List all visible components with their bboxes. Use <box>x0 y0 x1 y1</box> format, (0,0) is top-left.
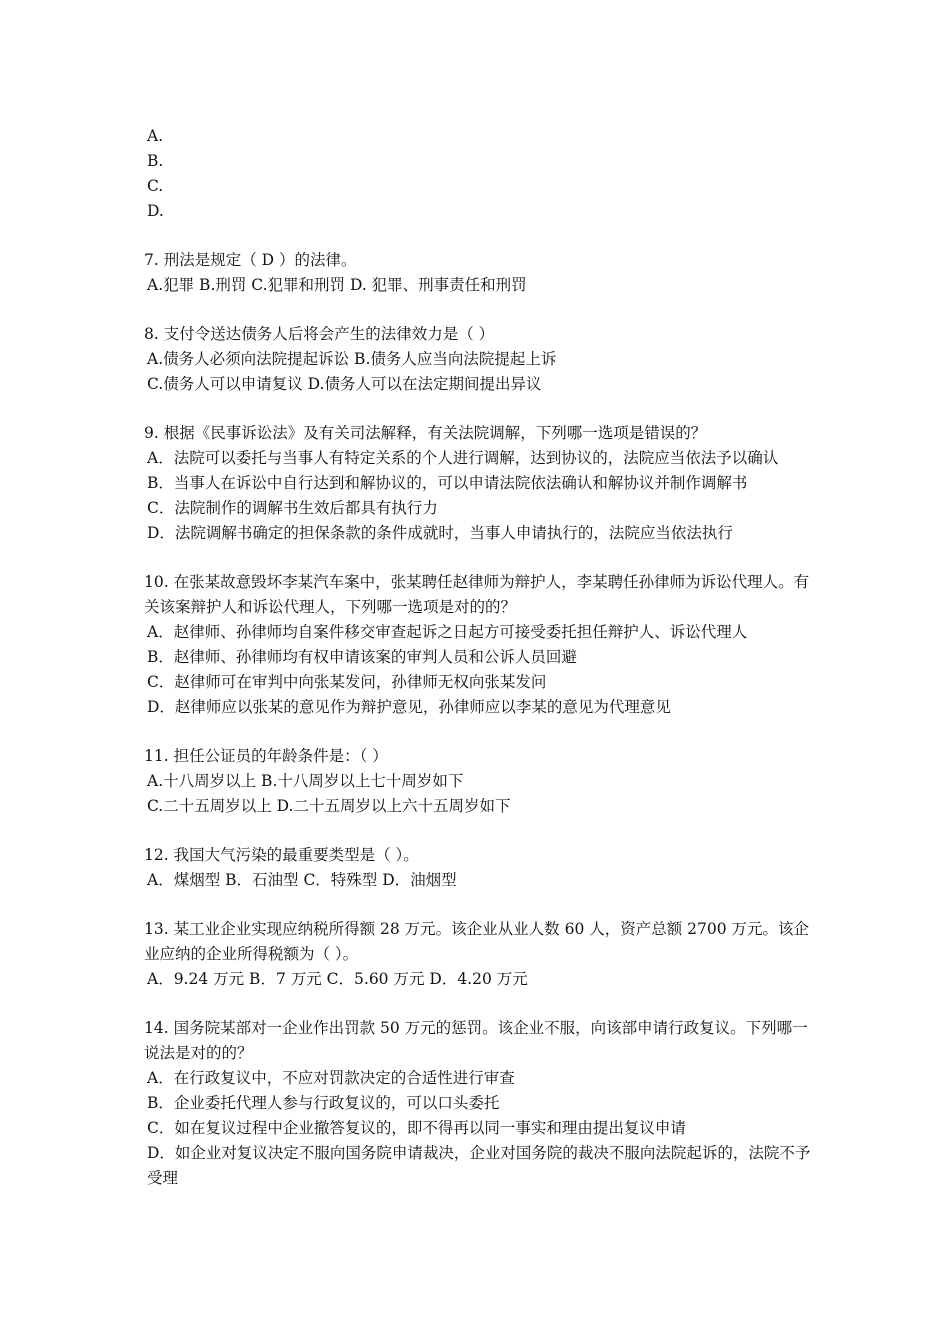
option-line: D. <box>147 202 164 220</box>
option-line: B．赵律师、孙律师均有权申请该案的审判人员和公诉人员回避 <box>147 648 577 666</box>
spacer <box>144 992 820 1016</box>
option-line: A.十八周岁以上 B.十八周岁以上七十周岁如下 <box>147 772 464 790</box>
intro-options <box>144 124 820 224</box>
spacer <box>144 819 820 843</box>
option-line: A．煤烟型 B．石油型 C．特殊型 D．油烟型 <box>147 871 457 889</box>
question-stem: 13. 某工业企业实现应纳税所得额 28 万元。该企业从业人数 60 人，资产总额 2700 万元。该企业应纳的企业所得税额为（ ）。 <box>144 920 810 963</box>
option-line: C.二十五周岁以上 D.二十五周岁以上六十五周岁如下 <box>147 797 511 815</box>
question-9 <box>144 421 820 546</box>
option-line: D．法院调解书确定的担保条款的条件成就时，当事人申请执行的，法院应当依法执行 <box>147 524 733 542</box>
question-stem: 14. 国务院某部对一企业作出罚款 50 万元的惩罚。该企业不服，向该部申请行政复议。下列哪一说法是对的的？ <box>144 1019 808 1062</box>
option-line: B．当事人在诉讼中自行达到和解协议的，可以申请法院依法确认和解协议并制作调解书 <box>147 474 748 492</box>
option-line: C.债务人可以申请复议 D.债务人可以在法定期间提出异议 <box>147 375 542 393</box>
spacer <box>144 546 820 570</box>
option-line: D．如企业对复议决定不服向国务院申请裁决，企业对国务院的裁决不服向法院起诉的，法院不予受理 <box>147 1144 811 1187</box>
spacer <box>144 720 820 744</box>
spacer <box>144 397 820 421</box>
question-stem: 9. 根据《民事诉讼法》及有关司法解释，有关法院调解，下列哪一选项是错误的？ <box>144 424 707 442</box>
option-line: A．在行政复议中，不应对罚款决定的合适性进行审查 <box>147 1069 515 1087</box>
option-line: C. <box>147 177 164 195</box>
option-line: C．赵律师可在审判中向张某发问，孙律师无权向张某发问 <box>147 673 547 691</box>
option-line: D．赵律师应以张某的意见作为辩护意见，孙律师应以李某的意见为代理意见 <box>147 698 671 716</box>
question-10 <box>144 570 820 720</box>
question-stem: 10. 在张某故意毁坏李某汽车案中，张某聘任赵律师为辩护人，李某聘任孙律师为诉讼代理人。有关该案辩护人和诉讼代理人，下列哪一选项是对的的？ <box>144 573 810 616</box>
question-13 <box>144 917 820 992</box>
option-line: A.犯罪 B.刑罚 C.犯罪和刑罚 D. 犯罪、刑事责任和刑罚 <box>147 276 527 294</box>
question-7 <box>144 248 820 298</box>
question-8 <box>144 322 820 397</box>
option-line: A. <box>147 127 164 145</box>
document-page <box>144 124 820 1191</box>
question-stem: 11. 担任公证员的年龄条件是：（ ） <box>144 747 388 765</box>
question-stem: 7. 刑法是规定（ D ）的法律。 <box>144 251 357 269</box>
question-stem: 8. 支付令送达债务人后将会产生的法律效力是（ ） <box>144 325 495 343</box>
option-line: A．法院可以委托与当事人有特定关系的个人进行调解，达到协议的，法院应当依法予以确认 <box>147 449 779 467</box>
question-11 <box>144 744 820 819</box>
option-line: A．赵律师、孙律师均自案件移交审查起诉之日起方可接受委托担任辩护人、诉讼代理人 <box>147 623 748 641</box>
spacer <box>144 224 820 248</box>
spacer <box>144 893 820 917</box>
option-line: C．如在复议过程中企业撤答复议的，即不得再以同一事实和理由提出复议申请 <box>147 1119 686 1137</box>
question-12 <box>144 843 820 893</box>
option-line: B. <box>147 152 164 170</box>
question-14 <box>144 1016 820 1191</box>
option-line: A.债务人必须向法院提起诉讼 B.债务人应当向法院提起上诉 <box>147 350 557 368</box>
option-line: B．企业委托代理人参与行政复议的，可以口头委托 <box>147 1094 500 1112</box>
option-line: C．法院制作的调解书生效后都具有执行力 <box>147 499 438 517</box>
spacer <box>144 298 820 322</box>
question-stem: 12. 我国大气污染的最重要类型是（ ）。 <box>144 846 419 864</box>
option-line: A．9.24 万元 B．7 万元 C．5.60 万元 D．4.20 万元 <box>147 970 528 988</box>
